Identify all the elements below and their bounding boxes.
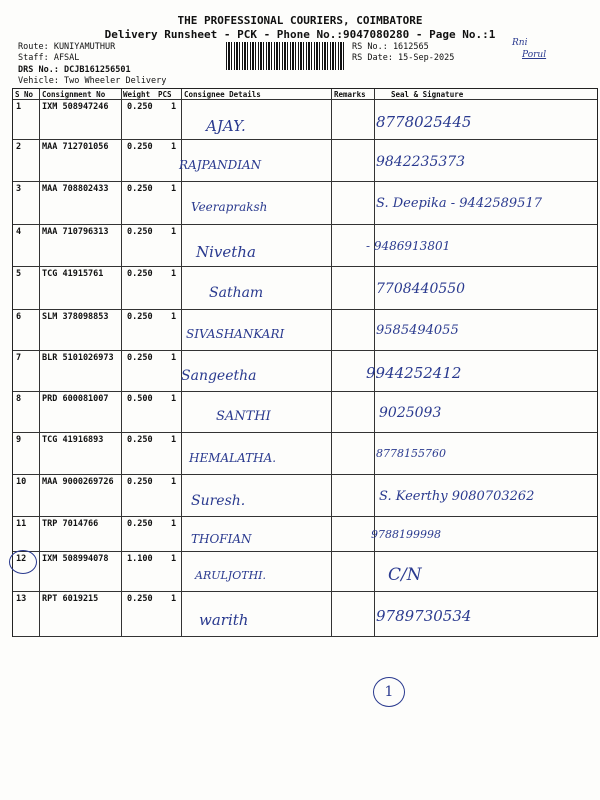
consignment-number: MAA 710796313 bbox=[42, 227, 109, 237]
row-sno: 5 bbox=[16, 269, 22, 279]
table-row bbox=[13, 309, 597, 351]
consignment-number: TCG 41915761 bbox=[42, 269, 104, 279]
weight-value: 0.250 bbox=[127, 353, 153, 363]
route-label: Route: KUNIYAMUTHUR bbox=[18, 42, 116, 52]
consignee-name: Sangeetha bbox=[181, 368, 257, 384]
recipient-signature: 9789730534 bbox=[376, 607, 472, 625]
weight-value: 0.250 bbox=[127, 184, 153, 194]
recipient-signature: - 9486913801 bbox=[366, 239, 451, 253]
barcode-image bbox=[226, 42, 344, 70]
weight-value: 0.250 bbox=[127, 142, 153, 152]
header-sno: S No bbox=[15, 90, 34, 99]
consignee-name: Satham bbox=[209, 285, 264, 301]
rs-number: RS No.: 1612565 bbox=[352, 42, 429, 52]
weight-value: 0.250 bbox=[127, 435, 153, 445]
consignee-name: Veerapraksh bbox=[191, 200, 268, 214]
pcs-value: 1 bbox=[171, 353, 177, 363]
row-sno: 12 bbox=[16, 554, 27, 564]
pcs-value: 1 bbox=[171, 184, 177, 194]
consignment-number: MAA 712701056 bbox=[42, 142, 109, 152]
table-row bbox=[13, 432, 597, 475]
consignee-name: RAJPANDIAN bbox=[179, 158, 262, 172]
pcs-value: 1 bbox=[171, 435, 177, 445]
pcs-value: 1 bbox=[171, 312, 177, 322]
row-sno: 10 bbox=[16, 477, 27, 487]
row-sno: 4 bbox=[16, 227, 22, 237]
page-mark: 1 bbox=[373, 677, 405, 707]
header-consignee: Consignee Details bbox=[184, 90, 261, 99]
page-subtitle: Delivery Runsheet - PCK - Phone No.:9047080280 - Page No.:1 bbox=[104, 28, 496, 41]
drs-number: DRS No.: DCJB161256501 bbox=[18, 65, 131, 75]
recipient-signature: 9788199998 bbox=[371, 528, 441, 541]
recipient-signature: 9585494055 bbox=[376, 323, 459, 338]
header-consignment: Consignment No bbox=[42, 90, 106, 99]
row-sno: 7 bbox=[16, 353, 22, 363]
row-sno: 6 bbox=[16, 312, 22, 322]
staff-label: Staff: AFSAL bbox=[18, 53, 80, 63]
consignee-name: warith bbox=[199, 611, 249, 629]
table-row bbox=[13, 516, 597, 552]
recipient-signature: S. Deepika - 9442589517 bbox=[376, 196, 542, 211]
consignee-name: SANTHI bbox=[216, 409, 271, 424]
recipient-signature: 9944252412 bbox=[366, 364, 462, 382]
consignee-name: THOFIAN bbox=[191, 532, 252, 546]
row-sno: 2 bbox=[16, 142, 22, 152]
table-row bbox=[13, 551, 597, 592]
recipient-signature: S. Keerthy 9080703262 bbox=[379, 489, 535, 504]
hand-drawn-circle bbox=[9, 550, 37, 574]
pcs-value: 1 bbox=[171, 477, 177, 487]
runsheet-table bbox=[12, 88, 598, 637]
vehicle-label: Vehicle: Two Wheeler Delivery bbox=[18, 76, 167, 86]
pcs-value: 1 bbox=[171, 394, 177, 404]
pcs-value: 1 bbox=[171, 142, 177, 152]
weight-value: 0.250 bbox=[127, 594, 153, 604]
row-sno: 3 bbox=[16, 184, 22, 194]
weight-value: 0.250 bbox=[127, 102, 153, 112]
consignment-number: IXM 508947246 bbox=[42, 102, 109, 112]
header-signature: Seal & Signature bbox=[391, 90, 464, 99]
weight-value: 0.250 bbox=[127, 519, 153, 529]
table-row bbox=[13, 391, 597, 433]
consignment-number: MAA 708802433 bbox=[42, 184, 109, 194]
consignment-number: TCG 41916893 bbox=[42, 435, 104, 445]
weight-value: 0.250 bbox=[127, 312, 153, 322]
weight-value: 0.250 bbox=[127, 477, 153, 487]
header-remarks: Remarks bbox=[334, 90, 366, 99]
consignee-name: Suresh. bbox=[191, 493, 246, 509]
table-row bbox=[13, 474, 597, 517]
pcs-value: 1 bbox=[171, 554, 177, 564]
row-sno: 11 bbox=[16, 519, 27, 529]
consignee-name: AJAY. bbox=[206, 117, 246, 135]
recipient-signature: 7708440550 bbox=[376, 281, 466, 297]
row-sno: 8 bbox=[16, 394, 22, 404]
stamp-text-top: Rni bbox=[512, 38, 528, 48]
consignee-name: Nivetha bbox=[196, 243, 256, 261]
weight-value: 0.250 bbox=[127, 227, 153, 237]
table-row bbox=[13, 181, 597, 225]
consignment-number: RPT 6019215 bbox=[42, 594, 99, 604]
table-row bbox=[13, 99, 597, 140]
consignment-number: BLR 5101026973 bbox=[42, 353, 114, 363]
row-sno: 1 bbox=[16, 102, 22, 112]
consignment-number: IXM 508994078 bbox=[42, 554, 109, 564]
recipient-signature: 9025093 bbox=[379, 405, 442, 421]
table-row bbox=[13, 591, 597, 637]
consignment-number: MAA 9000269726 bbox=[42, 477, 114, 487]
recipient-signature: C/N bbox=[388, 565, 422, 585]
pcs-value: 1 bbox=[171, 594, 177, 604]
header-weight: Weight bbox=[123, 90, 151, 99]
table-row bbox=[13, 350, 597, 392]
consignment-number: PRD 600081007 bbox=[42, 394, 109, 404]
table-row bbox=[13, 139, 597, 182]
pcs-value: 1 bbox=[171, 102, 177, 112]
recipient-signature: 8778025445 bbox=[376, 113, 472, 131]
row-sno: 13 bbox=[16, 594, 27, 604]
pcs-value: 1 bbox=[171, 269, 177, 279]
consignment-number: TRP 7014766 bbox=[42, 519, 99, 529]
row-sno: 9 bbox=[16, 435, 22, 445]
pcs-value: 1 bbox=[171, 519, 177, 529]
recipient-signature: 9842235373 bbox=[376, 154, 466, 170]
consignment-number: SLM 378098853 bbox=[42, 312, 109, 322]
table-row bbox=[13, 266, 597, 310]
consignee-name: ARULJOTHI. bbox=[195, 569, 267, 582]
weight-value: 1.100 bbox=[127, 554, 153, 564]
table-row bbox=[13, 224, 597, 267]
handwritten-stamp bbox=[508, 38, 558, 68]
header-pcs: PCS bbox=[158, 90, 172, 99]
pcs-value: 1 bbox=[171, 227, 177, 237]
stamp-text-bottom: Porul bbox=[522, 50, 547, 60]
weight-value: 0.500 bbox=[127, 394, 153, 404]
recipient-signature: 8778155760 bbox=[376, 447, 446, 460]
rs-date: RS Date: 15-Sep-2025 bbox=[352, 53, 455, 63]
consignee-name: HEMALATHA. bbox=[189, 451, 277, 465]
weight-value: 0.250 bbox=[127, 269, 153, 279]
consignee-name: SIVASHANKARI bbox=[186, 327, 285, 341]
page-title: THE PROFESSIONAL COURIERS, COIMBATORE bbox=[177, 14, 423, 27]
